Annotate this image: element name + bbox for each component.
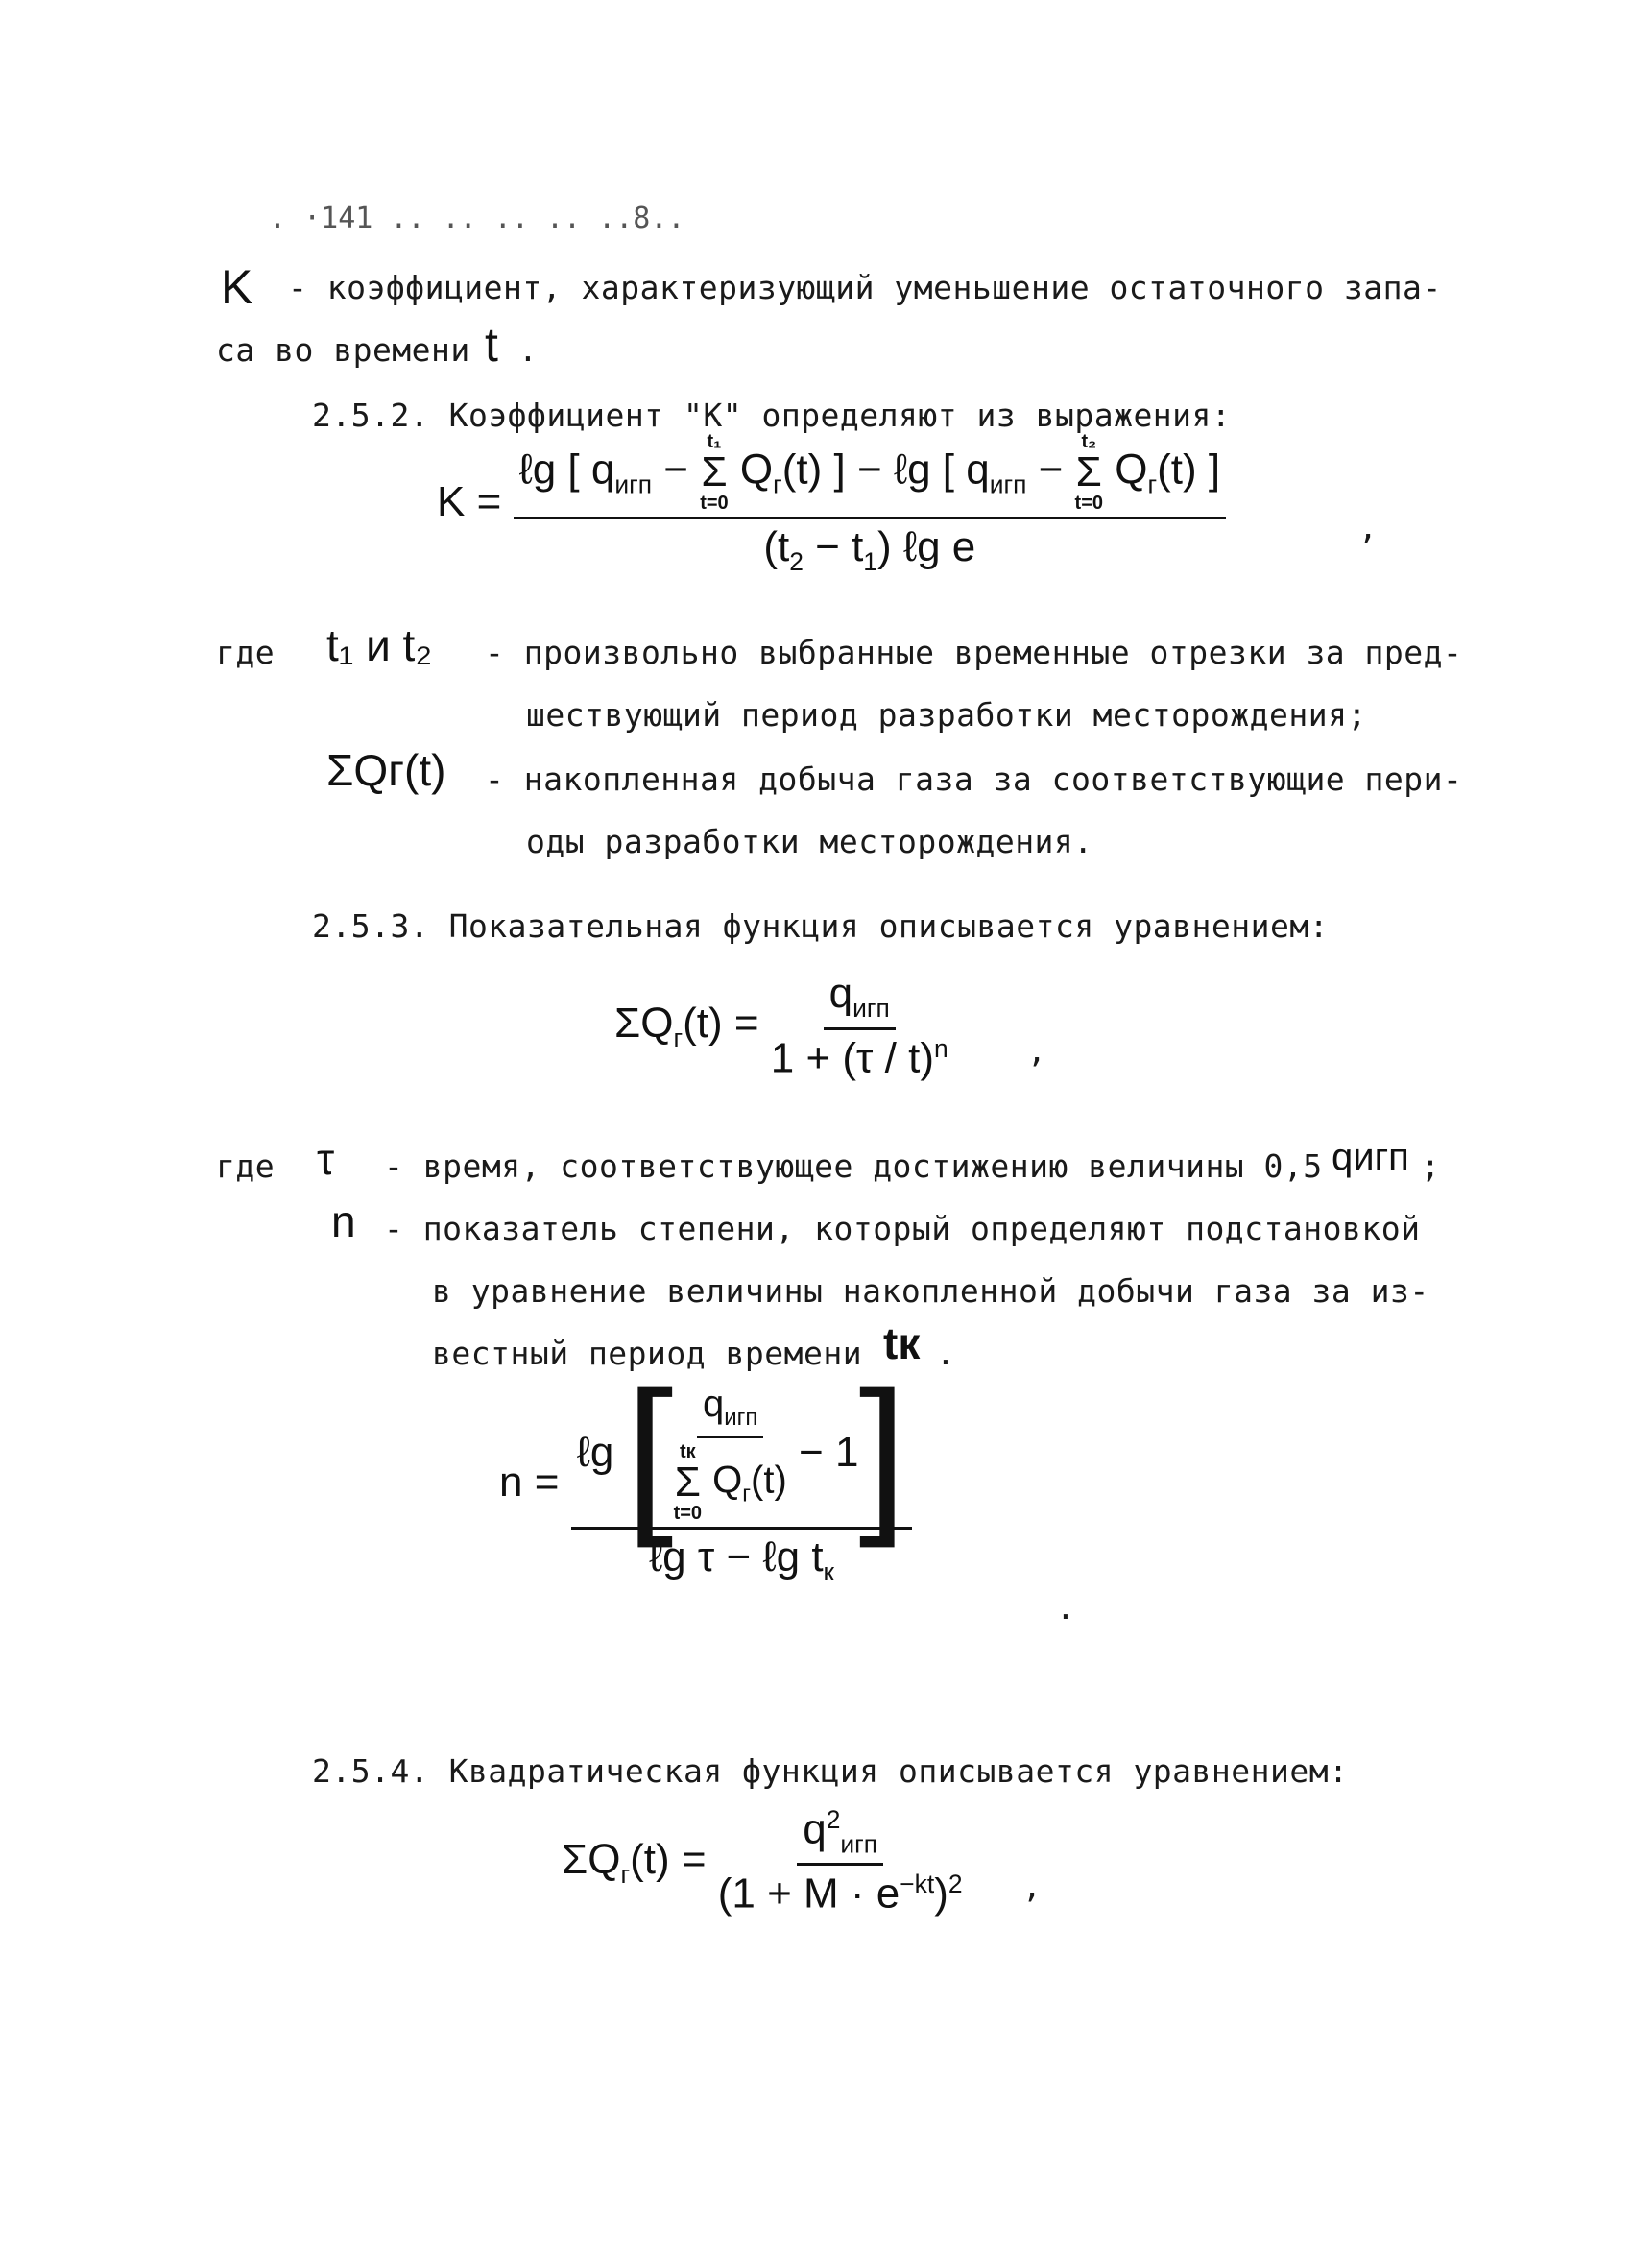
formula-power-fraction: [771, 970, 948, 1082]
formula-power-numerator: $q_{игп}$: [824, 970, 896, 1030]
tau-symbol: τ: [317, 1134, 335, 1184]
formula-quadratic-comma: ,: [1022, 1868, 1043, 1905]
where-label-1: где: [216, 634, 276, 671]
formula-power: [614, 970, 948, 1082]
formula-power-lhs: $\Sigma Q_г(t)$ =: [614, 1000, 759, 1053]
section-2-5-4-heading: 2.5.4. Квадратическая функция описывается уравнением:: [312, 1752, 1349, 1790]
formula-n-inner-fraction: [674, 1383, 787, 1523]
formula-n-inner-numerator: $q_{игп}$: [697, 1383, 763, 1438]
k-definition-t-symbol: t: [485, 318, 498, 372]
n-definition-line2: в уравнение величины накопленной добычи газа за из-: [432, 1272, 1429, 1310]
formula-k-numerator: ℓg [ $q_{игп}$ − t₁ Σ t=0 $Q_г(t)$ ] − ℓg [ $q_{игп}$ − t₂ Σ t=0 $Q_г(t)$ ]: [514, 432, 1227, 519]
formula-quadratic-fraction: [718, 1805, 963, 1918]
formula-n-end: .: [1056, 1589, 1076, 1627]
formula-n-numerator: ℓg [ $q_{игп}$ tк Σ t=0 $Q_г(t)$ − 1 ]: [571, 1383, 913, 1530]
left-bracket-icon: [: [625, 1356, 674, 1549]
n-symbol: n: [331, 1196, 356, 1246]
formula-quadratic-numerator: $q^2_{игп}$: [797, 1805, 883, 1866]
formula-k-lhs: K =: [437, 478, 502, 526]
formula-power-denominator: 1 + (τ / t)$^n$: [770, 1033, 948, 1082]
sum-q-symbol: ΣQг(t): [326, 745, 446, 795]
formula-n-denominator: ℓg τ − ℓg $t_к$: [648, 1533, 835, 1586]
right-bracket-icon: ]: [858, 1356, 907, 1549]
t1-t2-symbol: t₁ и t₂: [326, 620, 433, 670]
tau-definition: - время, соответствующее достижению величины 0,5: [384, 1147, 1323, 1185]
formula-n: [499, 1356, 912, 1587]
n-definition-line1: - показатель степени, который определяют подстановкой: [384, 1210, 1421, 1247]
sum-icon: t₁ Σ t=0: [700, 431, 729, 514]
formula-k-comma: ,: [1358, 509, 1379, 546]
k-symbol: K: [221, 260, 253, 314]
k-definition-end: .: [518, 331, 539, 369]
tau-q-symbol: qигп: [1332, 1136, 1409, 1178]
sum-q-definition-line1: - накопленная добыча газа за соответствующие пери-: [485, 760, 1463, 798]
sum-icon: tк Σ t=0: [673, 1441, 703, 1524]
sum-icon: t₂ Σ t=0: [1074, 431, 1104, 514]
n-definition-end: .: [936, 1335, 956, 1372]
formula-k-fraction: [514, 432, 1227, 577]
section-2-5-2-heading: 2.5.2. Коэффициент "К" определяют из выражения:: [312, 397, 1232, 434]
tau-definition-end: ;: [1421, 1147, 1441, 1185]
sum-q-definition-line2: оды разработки месторождения.: [526, 823, 1093, 860]
formula-k: [437, 432, 1226, 577]
section-2-5-3-heading: 2.5.3. Показательная функция описывается уравнением:: [312, 907, 1330, 945]
n-definition-line3: вестный период времени: [432, 1335, 863, 1372]
k-definition-line1: - коэффициент, характеризующий уменьшение остаточного запа-: [288, 269, 1442, 306]
k-definition-line2: са во времени: [216, 331, 470, 369]
formula-quadratic-denominator: $(1 + M \cdot e^{-kt})^2$: [717, 1870, 963, 1918]
formula-n-inner-denominator: tк Σ t=0 $Q_г(t)$: [673, 1441, 787, 1524]
t1-t2-definition-line2: шествующий период разработки месторождения;: [526, 696, 1367, 734]
where-label-2: где: [216, 1147, 276, 1185]
formula-n-fraction: [571, 1356, 913, 1587]
formula-power-comma: ,: [1027, 1032, 1047, 1070]
formula-k-denominator: $(t_2 - t_1)$ ℓg e: [763, 523, 976, 576]
header-mark: . ·141 .. .. .. .. ..8..: [269, 202, 685, 235]
tk-symbol: tк: [883, 1318, 921, 1368]
formula-quadratic: [562, 1805, 963, 1918]
formula-quadratic-lhs: $\Sigma Q_г(t)$ =: [562, 1835, 707, 1889]
formula-n-lhs: n =: [499, 1459, 560, 1507]
t1-t2-definition-line1: - произвольно выбранные временные отрезки за пред-: [485, 634, 1463, 671]
